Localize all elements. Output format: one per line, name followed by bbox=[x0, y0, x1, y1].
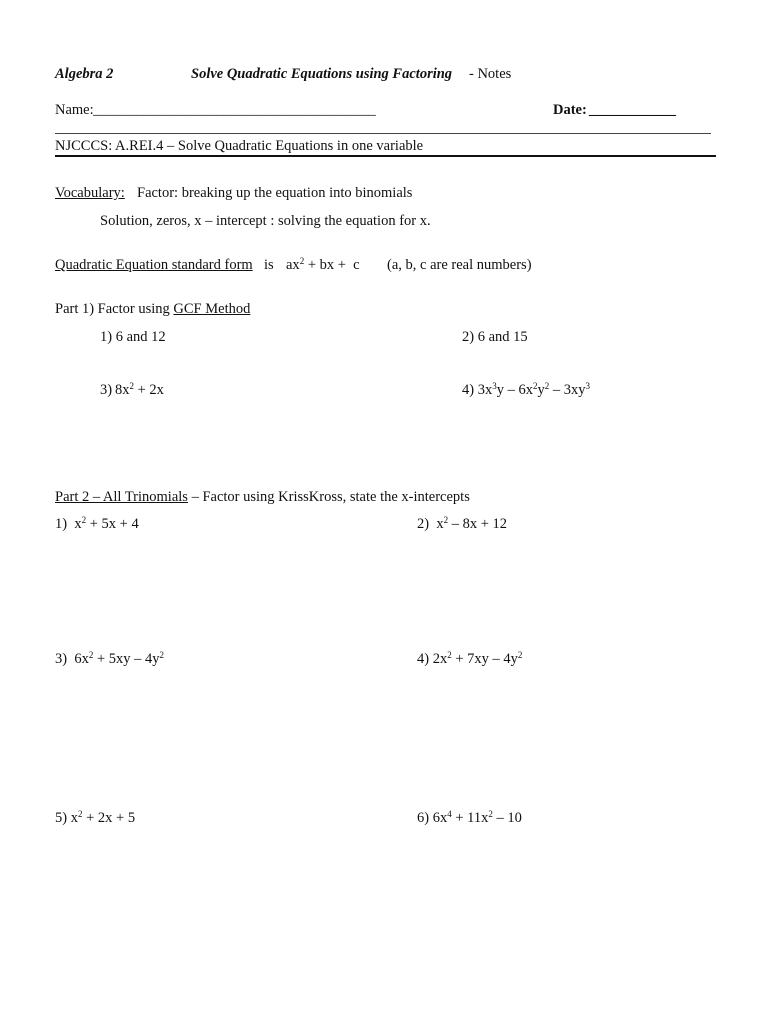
document-suffix: - Notes bbox=[469, 66, 512, 82]
factor-definition: Factor: breaking up the equation into binomials bbox=[137, 185, 413, 201]
course-name: Algebra 2 bbox=[55, 66, 114, 82]
standard-form-note: (a, b, c are real numbers) bbox=[387, 257, 532, 273]
part2-problem-2: 2) $x^2 - 8x + 12$ bbox=[417, 515, 508, 532]
part1-problem-2: 2) 6 and 15 bbox=[462, 329, 528, 345]
part1-problem-1: 1) 6 and 12 bbox=[100, 329, 166, 345]
part2-rest: – Factor using KrissKross, state the x-intercepts bbox=[187, 489, 470, 505]
solution-definition: Solution, zeros, x – intercept : solving the equation for x. bbox=[100, 213, 431, 229]
part1-method: GCF Method bbox=[173, 301, 251, 317]
part1-heading bbox=[55, 302, 250, 317]
standard-form-is: is bbox=[264, 257, 274, 273]
part1-prefix: Part 1) Factor using bbox=[55, 301, 174, 317]
part2-problem-1: 1) $x^2 + 5x + 4$ bbox=[55, 515, 139, 532]
part2-problem-6: 6) $6x^4 + 11x^2 - 10$ bbox=[417, 809, 522, 826]
part1-problem-3: 3) $8x^2 + 2x$ bbox=[100, 381, 164, 398]
standard-line: NJCCCS: A.REI.4 – Solve Quadratic Equations in one variable bbox=[55, 138, 424, 154]
date-label: Date: bbox=[553, 102, 587, 118]
date-blank[interactable]: ____________ bbox=[589, 102, 676, 118]
part2-problem-5: 5) $x^2 + 2x + 5$ bbox=[55, 809, 136, 826]
divider-thin bbox=[55, 133, 711, 134]
vocabulary-label: Vocabulary: bbox=[55, 185, 125, 201]
part2-label: Part 2 – All Trinomials bbox=[55, 489, 188, 505]
standard-form-label: Quadratic Equation standard form bbox=[55, 257, 253, 273]
name-label: Name: bbox=[55, 102, 94, 118]
document-title: Solve Quadratic Equations using Factoring bbox=[191, 66, 453, 82]
part2-problem-3: 3) $6x^2 + 5xy - 4y^2$ bbox=[55, 650, 165, 667]
part2-heading bbox=[55, 490, 470, 505]
name-blank[interactable]: _______________________________________ bbox=[93, 102, 376, 118]
part2-problem-4: 4) $2x^2 + 7xy - 4y^2$ bbox=[417, 650, 523, 667]
divider-thick bbox=[55, 155, 716, 157]
standard-form-expression: $ax^2$ + bx + c bbox=[286, 256, 360, 273]
part1-problem-4: 4) $3x^3y - 6x^2y^2 - 3xy^3$ bbox=[462, 381, 590, 398]
